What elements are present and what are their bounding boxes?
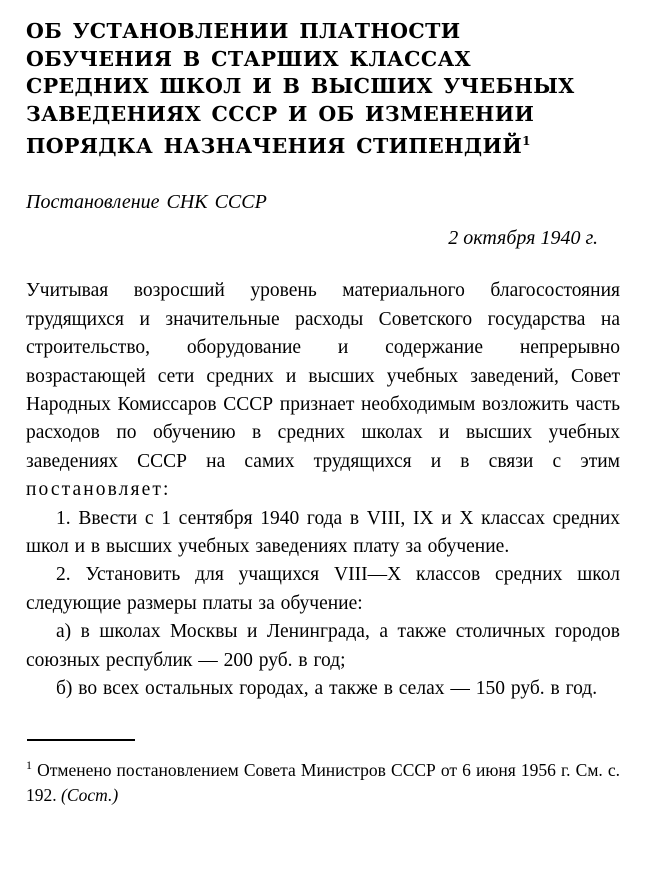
document-subtitle: Постановление СНК СССР bbox=[26, 191, 267, 214]
title-footnote-marker: 1 bbox=[522, 134, 531, 148]
paragraph-item-2a: а) в школах Москвы и Ленинграда, а также столичных городов союзных республик — 200 руб. в год; bbox=[26, 621, 620, 671]
title-line-4: ЗАВЕДЕНИЯХ СССР И ОБ ИЗМЕНЕНИИ bbox=[26, 101, 535, 126]
footnote-text: Отменено постановлением Совета Министров СССР от 6 июня 1956 г. См. с. 192. bbox=[26, 760, 620, 806]
footnote-marker: 1 bbox=[26, 758, 32, 773]
paragraph-preamble-emphasis: постановляет: bbox=[26, 479, 171, 501]
paragraph-preamble bbox=[26, 277, 620, 504]
title-line-1: ОБ УСТАНОВЛЕНИИ ПЛАТНОСТИ bbox=[26, 19, 461, 43]
paragraph-item-2: 2. Установить для учащихся VIII—X классов средних школ следующие размеры платы за обучение: bbox=[26, 564, 620, 614]
paragraph-preamble-text: Учитывая возросший уровень материального благосостояния трудящихся и значительные расходы Советского государства на строительство, оборудование и содержание непрерывно возрастающей сети средних и высших учебных заведений, Совет Народных Комиссаров СССР признает необходимым возложить часть расходов по обучению в средних школах и высших учебных заведениях СССР на самих трудящихся и в связи с этим bbox=[26, 280, 620, 472]
footnote bbox=[26, 753, 620, 808]
paragraph-item-1: 1. Ввести с 1 сентября 1940 года в VIII, IX и X классах средних школ и в высших учебных заведениях плату за обучение. bbox=[26, 507, 620, 557]
footnote-source: (Сост.) bbox=[61, 785, 119, 806]
footnote-text-block bbox=[26, 753, 620, 808]
footnote-separator bbox=[27, 739, 135, 741]
paragraph-item-2b: б) во всех остальных городах, а также в селах — 150 руб. в год. bbox=[56, 678, 598, 700]
title-line-5-text: ПОРЯДКА НАЗНАЧЕНИЯ СТИПЕНДИЙ bbox=[26, 133, 523, 158]
title-line-5 bbox=[26, 128, 620, 160]
document-body bbox=[26, 277, 620, 703]
title-line-3: СРЕДНИХ ШКОЛ И В ВЫСШИХ УЧЕБНЫХ bbox=[26, 74, 575, 98]
page-title bbox=[26, 18, 620, 160]
document-date: 2 октября 1940 г. bbox=[448, 227, 598, 250]
title-line-2: ОБУЧЕНИЯ В СТАРШИХ КЛАССАХ bbox=[26, 46, 471, 71]
